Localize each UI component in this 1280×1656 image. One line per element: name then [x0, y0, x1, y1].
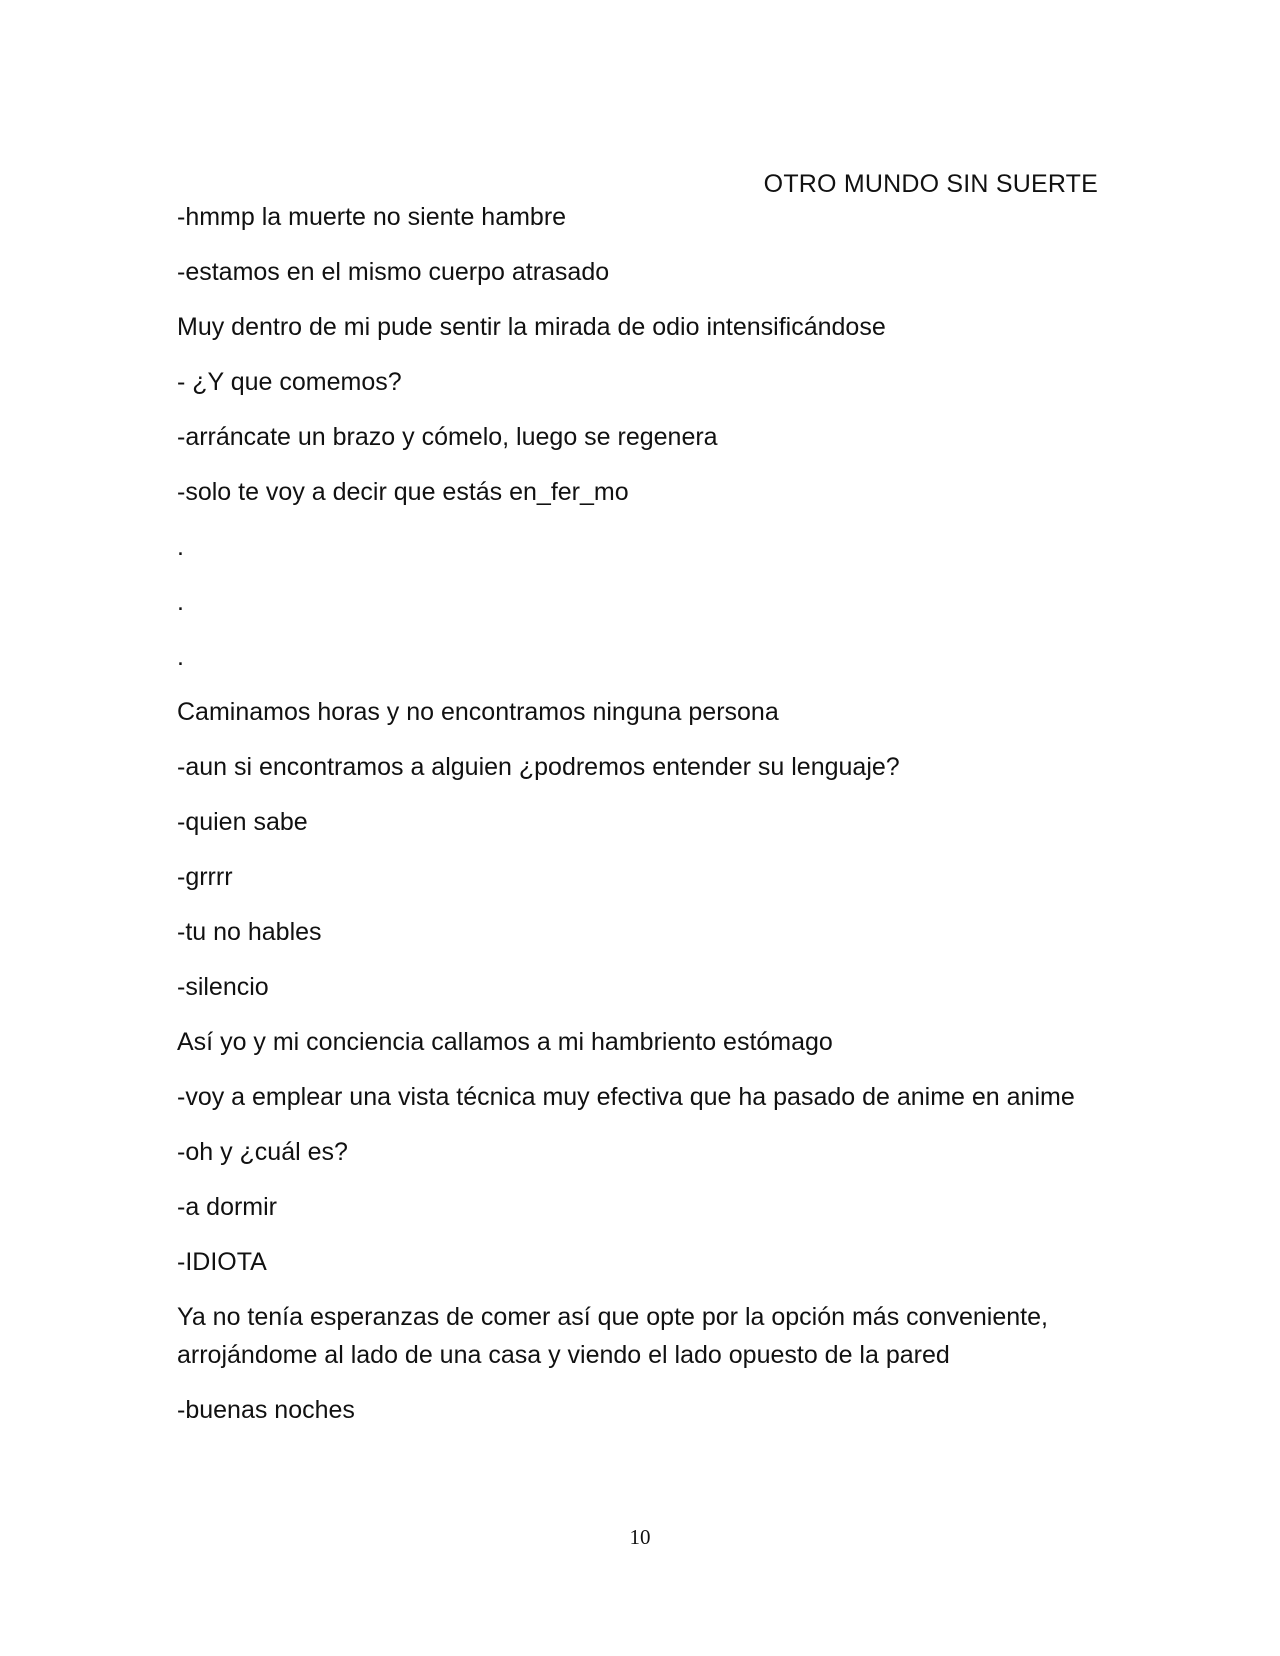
- paragraph: -quien sabe: [177, 808, 308, 836]
- paragraph: -solo te voy a decir que estás en_fer_mo: [177, 478, 629, 506]
- scene-break-dot: .: [177, 533, 184, 561]
- scene-break-dot: .: [177, 588, 184, 616]
- paragraph: -grrrr: [177, 863, 233, 891]
- paragraph: -silencio: [177, 973, 269, 1001]
- scene-break-dot: .: [177, 643, 184, 671]
- paragraph: -arráncate un brazo y cómelo, luego se regenera: [177, 423, 718, 451]
- body-text: [177, 198, 1097, 1446]
- paragraph: -buenas noches: [177, 1396, 355, 1424]
- paragraph: -a dormir: [177, 1193, 278, 1221]
- paragraph: Muy dentro de mi pude sentir la mirada de odio intensificándose: [177, 313, 886, 341]
- paragraph: -voy a emplear una vista técnica muy efectiva que ha pasado de anime en anime: [177, 1083, 1075, 1111]
- paragraph: -oh y ¿cuál es?: [177, 1138, 348, 1166]
- paragraph: -aun si encontramos a alguien ¿podremos entender su lenguaje?: [177, 753, 900, 781]
- paragraph: -hmmp la muerte no siente hambre: [177, 203, 567, 231]
- paragraph: Ya no tenía esperanzas de comer así que opte por la opción más conveniente, arrojándome al lado de una casa y viendo el lado opuesto de la pared: [177, 1303, 1048, 1369]
- running-header: OTRO MUNDO SIN SUERTE: [763, 170, 1098, 198]
- paragraph: Caminamos horas y no encontramos ninguna persona: [177, 698, 779, 726]
- paragraph: -IDIOTA: [177, 1248, 267, 1276]
- paragraph: -estamos en el mismo cuerpo atrasado: [177, 258, 610, 286]
- paragraph: Así yo y mi conciencia callamos a mi hambriento estómago: [177, 1028, 833, 1056]
- paragraph: - ¿Y que comemos?: [177, 368, 402, 396]
- page-number: 10: [629, 1525, 651, 1549]
- paragraph: -tu no hables: [177, 918, 322, 946]
